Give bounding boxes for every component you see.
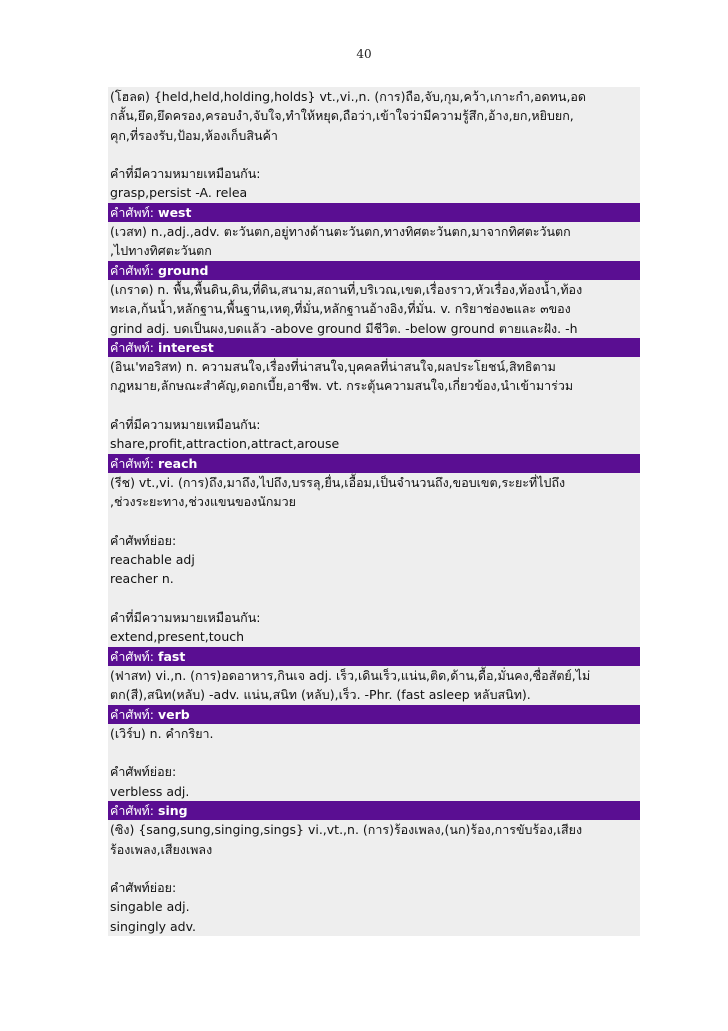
definition-line: ,ไปทางทิศตะวันตก: [108, 241, 640, 260]
entry-header: [108, 261, 640, 280]
header-label: คำศัพท์:: [110, 262, 155, 278]
entry-interest: [108, 338, 640, 454]
derived-line: singingly adv.: [108, 917, 640, 936]
definition-line: grind adj. บดเป็นผง,บดแล้ว -above ground มีชีวิต. -below ground ตายและฝัง. -h: [108, 319, 640, 338]
definition-line: (รีช) vt.,vi. (การ)ถึง,มาถึง,ไปถึง,บรรลุ,ยื่น,เอื้อม,เป็นจำนวนถึง,ขอบเขต,ระยะที่ไปถึง: [108, 473, 640, 492]
dictionary-content: [108, 87, 640, 936]
entry-header: [108, 705, 640, 724]
header-label: คำศัพท์:: [110, 204, 155, 220]
headword: reach: [158, 455, 198, 471]
definition-line: (ซิง) {sang,sung,singing,sings} vi.,vt.,n. (การ)ร้องเพลง,(นก)ร้อง,การขับร้อง,เสียง: [108, 820, 640, 839]
headword: verb: [158, 706, 190, 722]
entry-verb: [108, 705, 640, 801]
spacer: [108, 512, 640, 531]
headword: fast: [158, 648, 186, 664]
derived-line: reacher n.: [108, 569, 640, 588]
spacer: [108, 859, 640, 878]
definition-line: (เกราด) n. พื้น,พื้นดิน,ดิน,ที่ดิน,สนาม,สถานที่,บริเวณ,เขต,เรื่องราว,หัวเรื่อง,ท้องน้ำ,ท้อง: [108, 280, 640, 299]
definition-line: ตก(สี),สนิท(หลับ) -adv. แน่น,สนิท (หลับ),เร็ว. -Phr. (fast asleep หลับสนิท).: [108, 685, 640, 704]
entry-header: [108, 338, 640, 357]
entry-fast: [108, 647, 640, 705]
definition-line: (ฟาสท) vi.,n. (การ)อดอาหาร,กินเจ adj. เร็ว,เดินเร็ว,แน่น,ติด,ด้าน,ดื้อ,มั่นคง,ซื่อสัตย์,ไม่: [108, 666, 640, 685]
definition-line: คุก,ที่รองรับ,ป้อม,ห้องเก็บสินค้า: [108, 126, 640, 145]
definition-line: (เวสท) n.,adj.,adv. ตะวันตก,อยู่ทางด้านตะวันตก,ทางทิศตะวันตก,มาจากทิศตะวันตก: [108, 222, 640, 241]
entry-reach: [108, 454, 640, 647]
synonyms-line: extend,present,touch: [108, 627, 640, 646]
headword: interest: [158, 339, 214, 355]
spacer: [108, 145, 640, 164]
entry-header: [108, 801, 640, 820]
page-number: 40: [356, 47, 372, 61]
definition-line: ร้องเพลง,เสียงเพลง: [108, 840, 640, 859]
derived-line: verbless adj.: [108, 782, 640, 801]
derived-line: reachable adj: [108, 550, 640, 569]
definition-line: (โฮลด) {held,held,holding,holds} vt.,vi.,n. (การ)ถือ,จับ,กุม,คว้า,เกาะกำ,อดทน,อด: [108, 87, 640, 106]
header-label: คำศัพท์:: [110, 802, 155, 818]
header-label: คำศัพท์:: [110, 455, 155, 471]
synonyms-line: grasp,persist -A. relea: [108, 183, 640, 202]
derived-line: singable adj.: [108, 897, 640, 916]
header-label: คำศัพท์:: [110, 706, 155, 722]
synonyms-label: คำที่มีความหมายเหมือนกัน:: [108, 164, 640, 183]
spacer: [108, 589, 640, 608]
header-label: คำศัพท์:: [110, 648, 155, 664]
derived-label: คำศัพท์ย่อย:: [108, 762, 640, 781]
definition-line: (เวิร์บ) n. คำกริยา.: [108, 724, 640, 743]
definition-line: กลั้น,ยึด,ยึดครอง,ครอบงำ,จับใจ,ทำให้หยุด,ถือว่า,เข้าใจว่ามีความรู้สึก,อ้าง,ยก,หยิบยก,: [108, 106, 640, 125]
entry-ground: [108, 261, 640, 338]
entry-header: [108, 647, 640, 666]
entry-header: [108, 454, 640, 473]
headword: west: [158, 204, 192, 220]
entry-sing: [108, 801, 640, 936]
synonyms-label: คำที่มีความหมายเหมือนกัน:: [108, 608, 640, 627]
definition-line: ,ช่วงระยะทาง,ช่วงแขนของนักมวย: [108, 492, 640, 511]
header-label: คำศัพท์:: [110, 339, 155, 355]
entry-west: [108, 203, 640, 261]
definition-line: ทะเล,ก้นน้ำ,หลักฐาน,พื้นฐาน,เหตุ,ที่มั่น,หลักฐานอ้างอิง,ที่มั่น. v. กริยาช่อง๒และ ๓ของ: [108, 299, 640, 318]
entry-header: [108, 203, 640, 222]
headword: sing: [158, 802, 188, 818]
spacer: [108, 396, 640, 415]
definition-line: (อินเ'ทอริสท) n. ความสนใจ,เรื่องที่น่าสนใจ,บุคคลที่น่าสนใจ,ผลประโยชน์,สิทธิตาม: [108, 357, 640, 376]
intro-entry: [108, 87, 640, 203]
definition-line: กฎหมาย,ลักษณะสำคัญ,ดอกเบี้ย,อาชีพ. vt. กระตุ้นความสนใจ,เกี่ยวข้อง,นำเข้ามาร่วม: [108, 376, 640, 395]
headword: ground: [158, 262, 209, 278]
derived-label: คำศัพท์ย่อย:: [108, 531, 640, 550]
spacer: [108, 743, 640, 762]
synonyms-label: คำที่มีความหมายเหมือนกัน:: [108, 415, 640, 434]
derived-label: คำศัพท์ย่อย:: [108, 878, 640, 897]
synonyms-line: share,profit,attraction,attract,arouse: [108, 434, 640, 453]
